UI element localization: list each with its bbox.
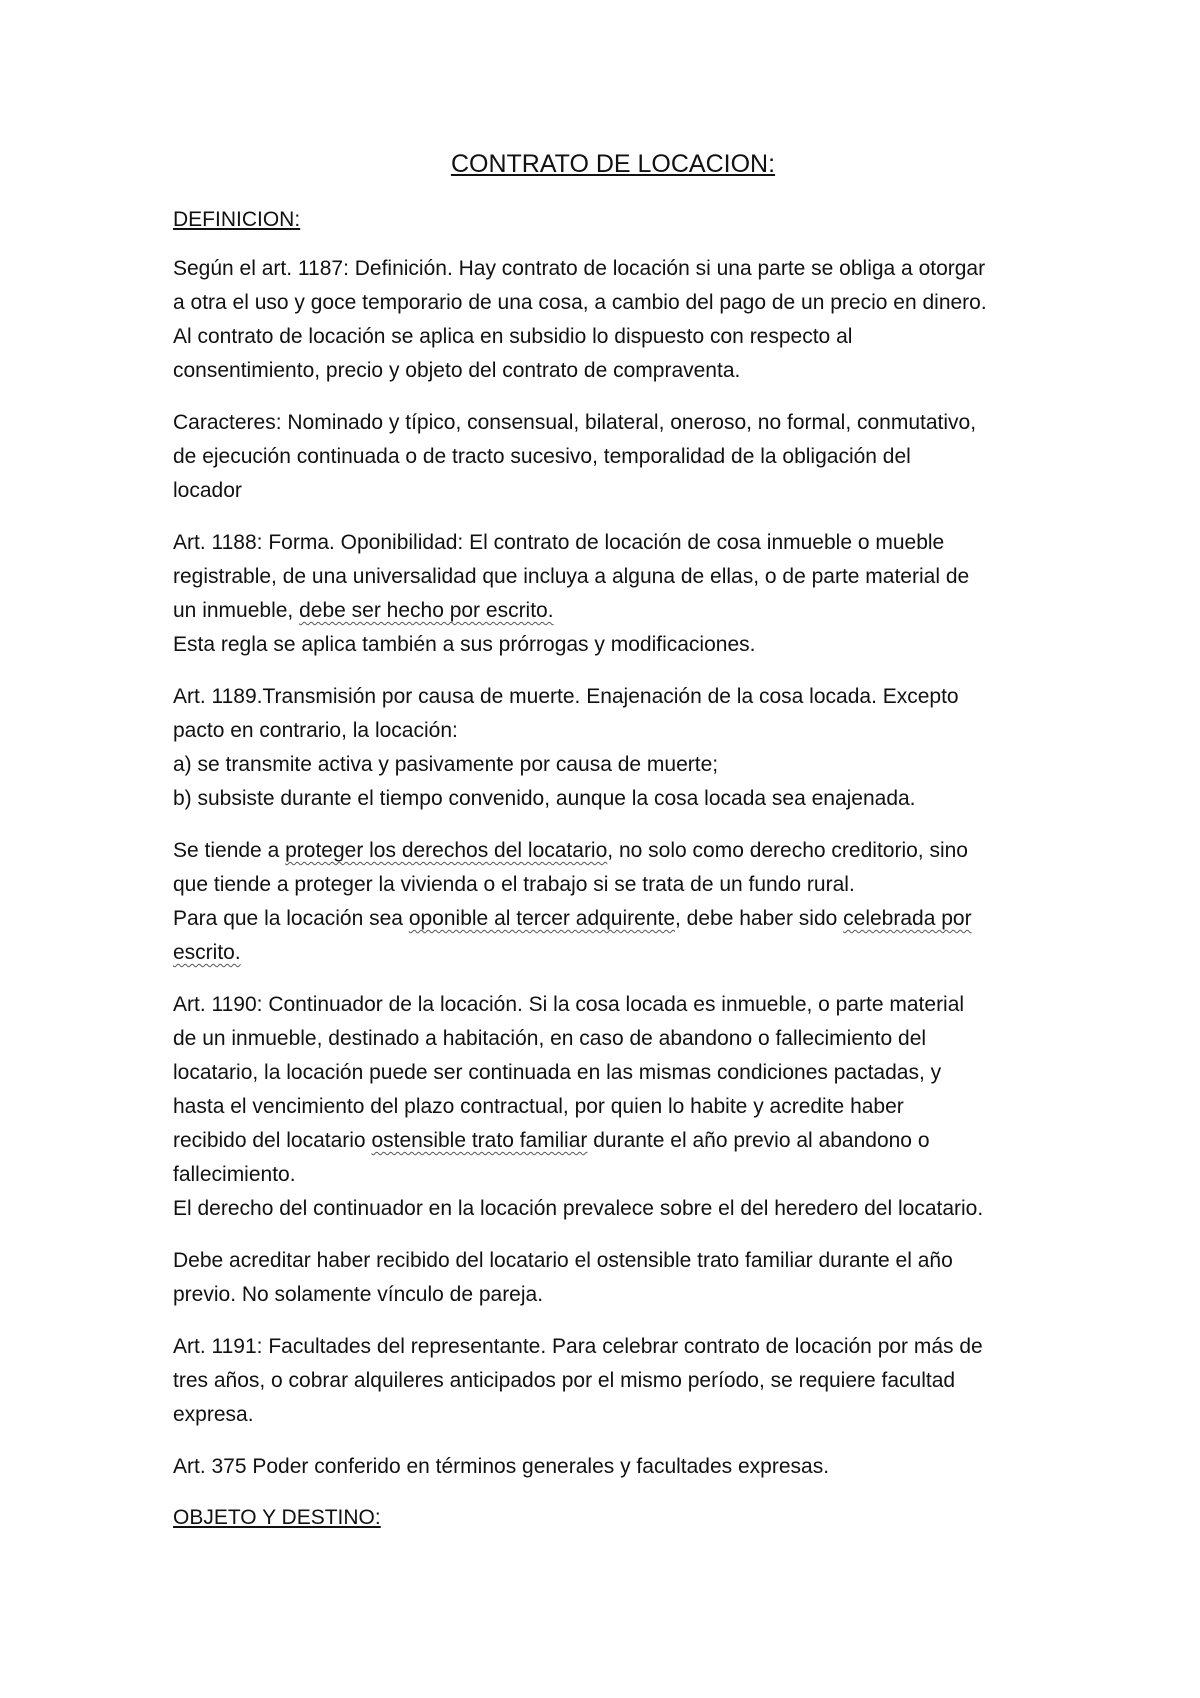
- text-line: de un inmueble, destinado a habitación, en caso de abandono o fallecimiento del: [173, 1027, 927, 1050]
- text-line: , debe haber sido: [675, 907, 844, 930]
- text-line: previo. No solamente vínculo de pareja.: [173, 1283, 544, 1306]
- text-line: consentimiento, precio y objeto del contrato de compraventa.: [173, 359, 741, 382]
- text-line: Art. 375 Poder conferido en términos generales y facultades expresas.: [173, 1455, 830, 1478]
- text-line: Art. 1190: Continuador de la locación. Si la cosa locada es inmueble, o parte material: [173, 993, 965, 1016]
- text-line: un inmueble,: [173, 599, 300, 622]
- paragraph-definicion: [173, 252, 1053, 388]
- list-item: a) se transmite activa y pasivamente por causa de muerte;: [173, 753, 719, 776]
- spellcheck-underlined-text: oponible al tercer adquirente: [408, 907, 676, 930]
- spellcheck-underlined-text: escrito.: [173, 941, 241, 964]
- text-line: de ejecución continuada o de tracto sucesivo, temporalidad de la obligación del: [173, 445, 911, 468]
- paragraph-caracteres: [173, 406, 1053, 508]
- spellcheck-underlined-text: ostensible trato familiar: [371, 1129, 588, 1152]
- paragraph-art-1188: [173, 526, 1053, 662]
- text-line: hasta el vencimiento del plazo contractual, por quien lo habite y acredite haber: [173, 1095, 904, 1118]
- text-line: locatario, la locación puede ser continuada en las mismas condiciones pactadas, y: [173, 1061, 942, 1084]
- text-line: Caracteres: Nominado y típico, consensual, bilateral, oneroso, no formal, conmutativo,: [173, 411, 977, 434]
- paragraph-art-1191: [173, 1330, 1053, 1432]
- paragraph-art-1189: [173, 680, 1053, 816]
- spellcheck-underlined-text: debe ser hecho por escrito.: [299, 599, 554, 622]
- text-line: Esta regla se aplica también a sus prórrogas y modificaciones.: [173, 633, 756, 656]
- document-body: [173, 144, 1053, 1550]
- text-line: expresa.: [173, 1403, 254, 1426]
- section-heading-definicion: DEFINICION:: [173, 208, 301, 231]
- text-line: , no solo como derecho creditorio, sino: [607, 839, 968, 862]
- document-title: CONTRATO DE LOCACION:: [450, 150, 776, 178]
- text-line: Según el art. 1187: Definición. Hay contrato de locación si una parte se obliga a otorgar: [173, 257, 986, 280]
- text-line: pacto en contrario, la locación:: [173, 719, 458, 742]
- paragraph-trato-familiar: [173, 1244, 1053, 1312]
- paragraph-art-1190: [173, 988, 1053, 1226]
- text-line: Art. 1189.Transmisión por causa de muerte. Enajenación de la cosa locada. Excepto: [173, 685, 959, 708]
- text-line: tres años, o cobrar alquileres anticipados por el mismo período, se requiere facultad: [173, 1369, 956, 1392]
- text-line: Art. 1188: Forma. Oponibilidad: El contrato de locación de cosa inmueble o mueble: [173, 531, 945, 554]
- spellcheck-underlined-text: celebrada por: [843, 907, 972, 930]
- list-item: b) subsiste durante el tiempo convenido, aunque la cosa locada sea enajenada.: [173, 787, 916, 810]
- text-line: durante el año previo al abandono o: [587, 1129, 930, 1152]
- section-heading-objeto-destino: OBJETO Y DESTINO:: [173, 1506, 381, 1529]
- text-line: a otra el uso y goce temporario de una cosa, a cambio del pago de un precio en dinero.: [173, 291, 987, 314]
- paragraph-art-375: [173, 1450, 1053, 1484]
- text-line: registrable, de una universalidad que incluya a alguna de ellas, o de parte material de: [173, 565, 970, 588]
- text-line: recibido del locatario: [173, 1129, 372, 1152]
- text-line: Debe acreditar haber recibido del locatario el ostensible trato familiar durante el año: [173, 1249, 953, 1272]
- text-line: que tiende a proteger la vivienda o el trabajo si se trata de un fundo rural.: [173, 873, 855, 896]
- text-line: locador: [173, 479, 242, 502]
- text-line: El derecho del continuador en la locación prevalece sobre el del heredero del locatario.: [173, 1197, 984, 1220]
- text-line: Art. 1191: Facultades del representante. Para celebrar contrato de locación por más de: [173, 1335, 983, 1358]
- text-line: Se tiende a: [173, 839, 286, 862]
- text-line: Al contrato de locación se aplica en subsidio lo dispuesto con respecto al: [173, 325, 853, 348]
- paragraph-proteccion-locatario: [173, 834, 1053, 970]
- spellcheck-underlined-text: proteger los derechos del locatario: [285, 839, 608, 862]
- text-line: fallecimiento.: [173, 1163, 296, 1186]
- text-line: Para que la locación sea: [173, 907, 409, 930]
